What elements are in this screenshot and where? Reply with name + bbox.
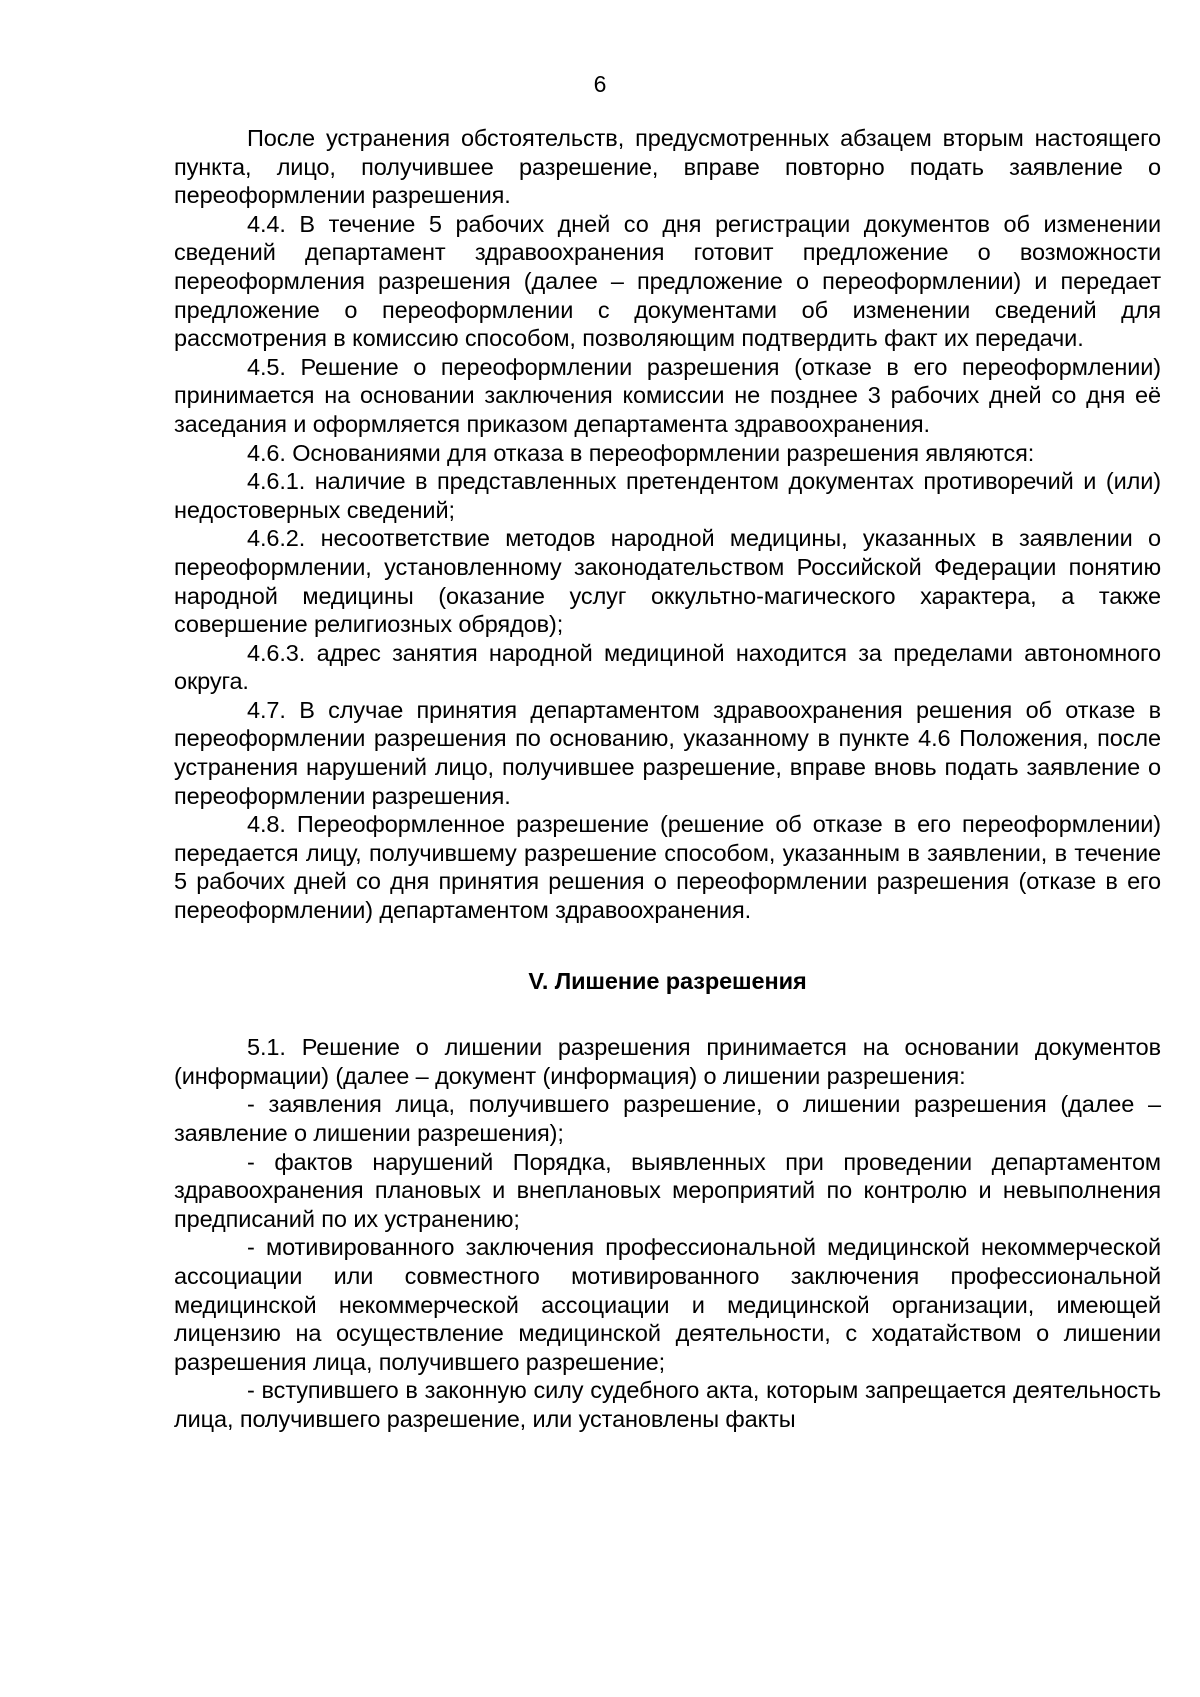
paragraph-4-6-2: 4.6.2. несоответствие методов народной медицины, указанных в заявлении о переоформлении, установленному законодательством Российской Федерации понятию народной медицины (оказание услуг оккультно-магического характера, а также совершение религиозных обрядов);: [174, 525, 1161, 638]
list-item: - мотивированного заключения профессиональной медицинской некоммерческой ассоциации или совместного мотивированного заключения профессиональной медицинской некоммерческой ассоциации и медицинской организации, имеющей лицензию на осуществление медицинской деятельности, с ходатайством о лишении разрешения лица, получившего разрешение;: [174, 1234, 1161, 1375]
document-body: [174, 124, 1161, 1434]
paragraph-4-8: 4.8. Переоформленное разрешение (решение об отказе в его переоформлении) передается лицу, получившему разрешение способом, указанным в заявлении, в течение 5 рабочих дней со дня принятия решения о переоформлении разрешения (отказе в его переоформлении) департаментом здравоохранения.: [174, 811, 1161, 924]
paragraph-4-6-3: 4.6.3. адрес занятия народной медициной находится за пределами автономного округа.: [174, 639, 1161, 695]
list-item: - вступившего в законную силу судебного акта, которым запрещается деятельность лица, получившего разрешение, или установлены факты: [174, 1377, 1161, 1432]
list-item: - фактов нарушений Порядка, выявленных при проведении департаментом здравоохранения плановых и внеплановых мероприятий по контролю и невыполнения предписаний по их устранению;: [174, 1148, 1161, 1232]
paragraph-4-6-1: 4.6.1. наличие в представленных претендентом документах противоречий и (или) недостоверных сведений;: [174, 468, 1161, 523]
list-item: - заявления лица, получившего разрешение, о лишении разрешения (далее – заявление о лишении разрешения);: [174, 1091, 1161, 1146]
paragraph-intro: После устранения обстоятельств, предусмотренных абзацем вторым настоящего пункта, лицо, получившее разрешение, вправе повторно подать заявление о переоформлении разрешения.: [174, 125, 1161, 209]
section-v-title: V. Лишение разрешения: [528, 967, 807, 994]
paragraph-4-6: 4.6. Основаниями для отказа в переоформлении разрешения являются:: [247, 439, 1035, 466]
paragraph-4-4: 4.4. В течение 5 рабочих дней со дня регистрации документов об изменении сведений департамент здравоохранения готовит предложение о возможности переоформления разрешения (далее – предложение о переоформлении) и передает предложение о переоформлении с документами об изменении сведений для рассмотрения в комиссию способом, позволяющим подтвердить факт их передачи.: [174, 210, 1161, 352]
paragraph-4-5: 4.5. Решение о переоформлении разрешения (отказе в его переоформлении) принимается на основании заключения комиссии не позднее 3 рабочих дней со дня её заседания и оформляется приказом департамента здравоохранения.: [174, 353, 1161, 437]
paragraph-5-1: 5.1. Решение о лишении разрешения принимается на основании документов (информации) (далее – документ (информация) о лишении разрешения:: [174, 1034, 1161, 1089]
page-number: 6: [593, 71, 607, 97]
paragraph-4-7: 4.7. В случае принятия департаментом здравоохранения решения об отказе в переоформлении разрешения по основанию, указанному в пункте 4.6 Положения, после устранения нарушений лицо, получившее разрешение, вправе вновь подать заявление о переоформлении разрешения.: [174, 696, 1161, 809]
